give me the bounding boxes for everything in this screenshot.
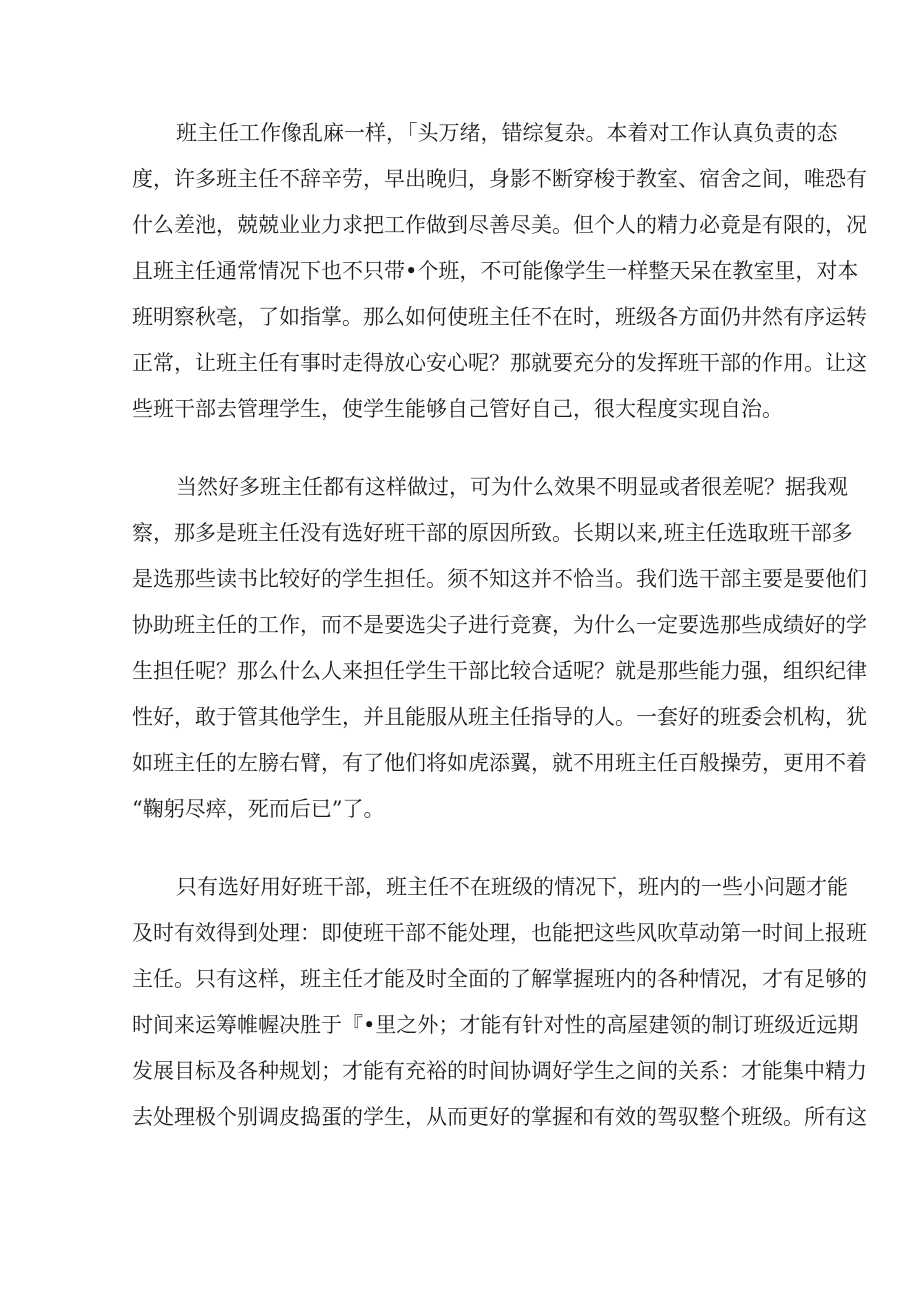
text-line: 且班主任通常情况下也不只带•个班，不可能像学生一样整天呆在教室里，对本: [132, 259, 859, 283]
text-line: 去处理极个别调皮捣蛋的学生，从而更好的掌握和有效的驾驭整个班级。所有这: [132, 1105, 867, 1129]
text-line: 班明察秋亳，了如指掌。那么如何使班主任不在时，班级各方面仍井然有序运转: [132, 305, 867, 329]
text-line: 是选那些读书比较好的学生担任。须不知这并不恰当。我们选干部主要是要他们: [132, 567, 867, 591]
text-line: 发展目标及各种规划；才能有充裕的时间协调好学生之间的关系：才能集中精力: [132, 1059, 867, 1083]
text-line: 及时有效得到处理：即使班干部不能处理，也能把这些风吹草动第一时间上报班: [132, 921, 867, 945]
text-line: 性好，敢于管其他学生，并且能服从班主任指导的人。一套好的班委会机构，犹: [132, 705, 867, 729]
text-line: 协助班主任的工作，而不是要选尖子进行竞赛，为什么一定要选那些成绩好的学: [132, 613, 867, 637]
text-line: 察，那多是班主任没有选好班干部的原因所致。长期以来,班主任选取班干部多: [132, 521, 853, 545]
text-line: 正常，让班主任有事时走得放心安心呢？那就要充分的发挥班干部的作用。让这: [132, 351, 867, 375]
text-line: 如班主任的左膀右臂，有了他们将如虎添翼，就不用班主任百般操劳，更用不着: [132, 751, 867, 775]
text-line: 只有选好用好班干部，班主任不在班级的情况下，班内的一些小问题才能: [176, 875, 848, 899]
text-line: 班主任工作像乱麻一样，「头万绪，错综复杂。本着对工作认真负责的态: [176, 121, 838, 145]
text-line: 时间来运筹帷幄决胜于『•里之外；才能有针对性的高屋建领的制订班级近远期: [132, 1013, 859, 1037]
paragraph-3: [132, 864, 867, 1140]
paragraph-1: [132, 110, 867, 432]
text-line: 什么差池，兢兢业业力求把工作做到尽善尽美。但个人的精力必竟是有限的，况: [132, 213, 867, 237]
text-line: 主任。只有这样，班主任才能及时全面的了解掌握班内的各种情况，才有足够的: [132, 967, 867, 991]
document-body: [132, 110, 867, 1172]
text-line: 生担任呢？那么什么人来担任学生干部比较合适呢？就是那些能力强，组织纪律: [132, 659, 867, 683]
text-line: 些班干部去管理学生，使学生能够自己管好自己，很大程度实现自治。: [132, 397, 783, 421]
paragraph-2: [132, 464, 867, 832]
text-line: 度，许多班主任不辞辛劳，早出晚归，身影不断穿梭于教室、宿舍之间，唯恐有: [132, 167, 867, 191]
text-line: 当然好多班主任都有这样做过，可为什么效果不明显或者很差呢？据我观: [176, 475, 848, 499]
text-line: “鞠躬尽瘁，死而后已”了。: [132, 797, 385, 821]
